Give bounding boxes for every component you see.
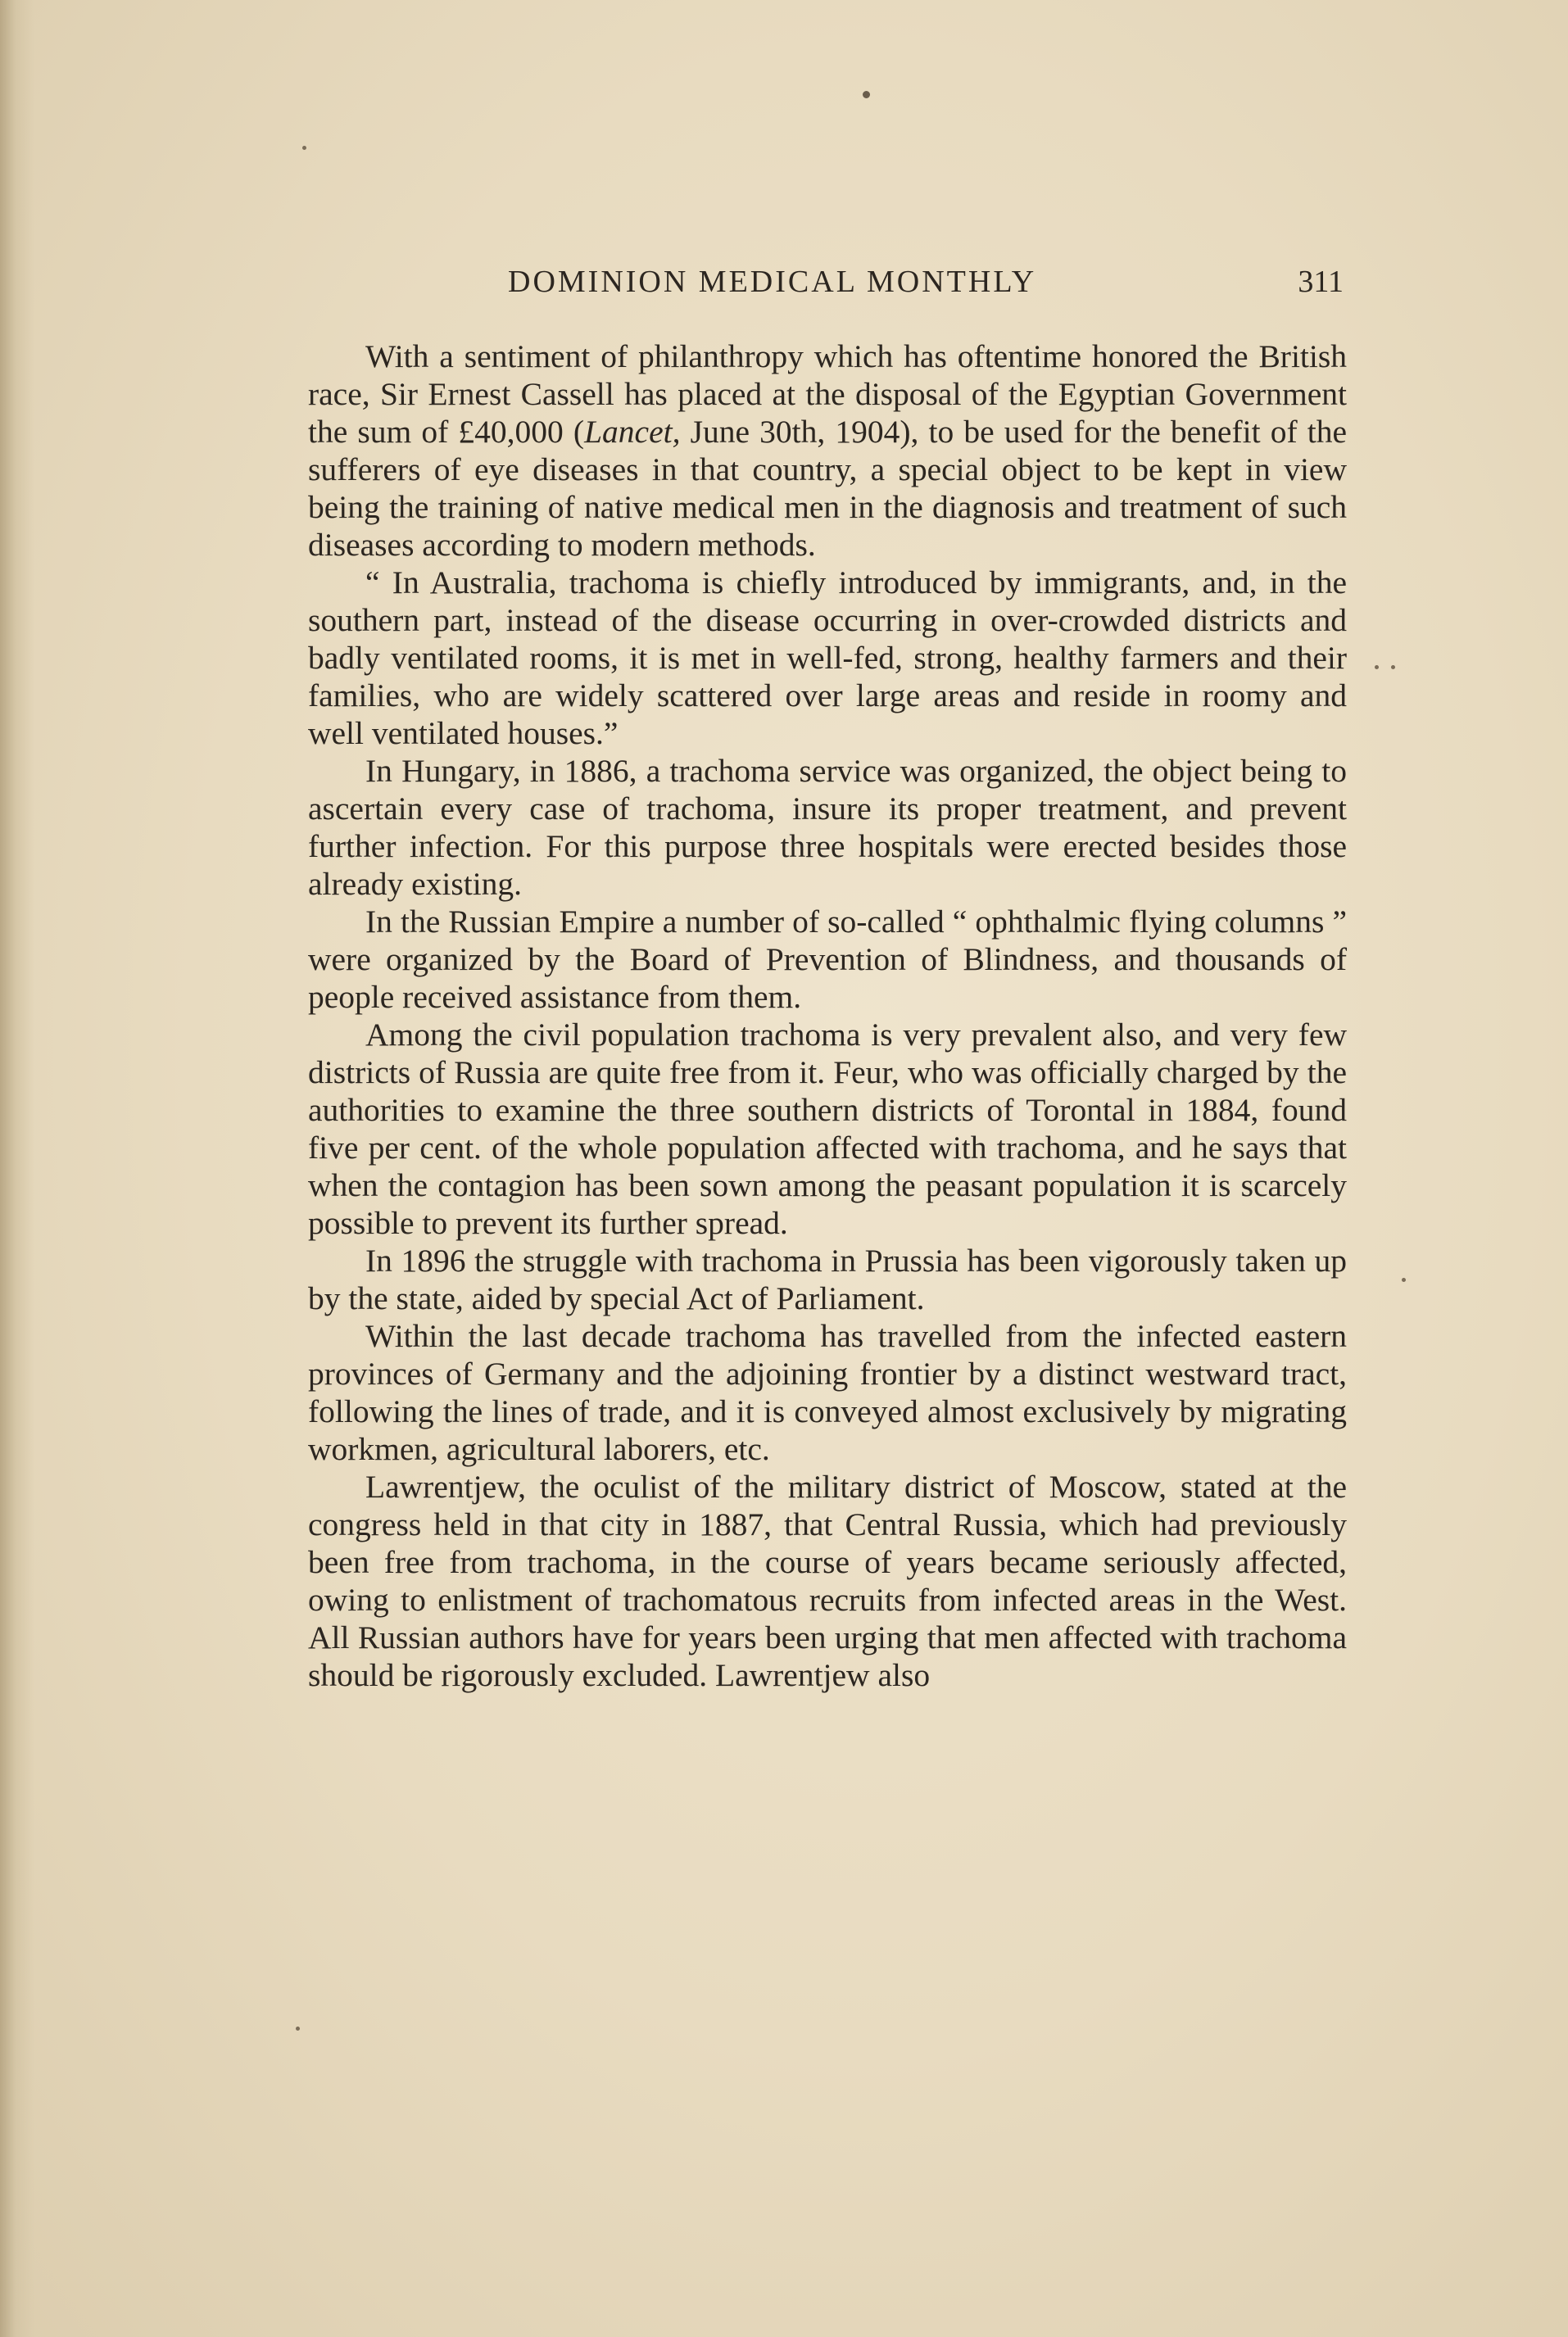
ink-speck <box>1375 665 1379 669</box>
ink-speck <box>1391 665 1395 669</box>
paragraph: In 1896 the struggle with trachoma in Prussia has been vigorously taken up by the state, aided by special Act of Parliament. <box>308 1243 1347 1316</box>
ink-speck <box>1402 1278 1406 1282</box>
paragraph-text: With a sentiment of philanthropy which has oftentime honored the British race, Sir Ernest Cassell has placed at the disposal of the Egyptian Government the sum of £40,000 ( <box>308 338 1347 450</box>
paragraph <box>308 337 1347 564</box>
paragraph: “ In Australia, trachoma is chiefly introduced by immigrants, and, in the southern part, instead of the disease occurring in over-crowded districts and badly ventilated rooms, it is met in well-fed, strong, healthy farmers and their families, who are widely scattered over large areas and reside in roomy and well ventilated houses.” <box>308 564 1347 751</box>
spine-shadow <box>0 0 34 2337</box>
paragraph: In Hungary, in 1886, a trachoma service was organized, the object being to ascertain every case of trachoma, insure its proper treatment, and prevent further infection. For this purpose three hospitals were erected besides those already existing. <box>308 753 1347 902</box>
body-text <box>308 337 1347 1694</box>
paragraph: Among the civil population trachoma is very prevalent also, and very few districts of Russia are quite free from it. Feur, who was officially charged by the authorities to examine the three southern districts of Torontal in 1884, found five per cent. of the whole population affected with trachoma, and he says that when the contagion has been sown among the peasant population it is scarcely possible to prevent its further spread. <box>308 1017 1347 1241</box>
ink-speck <box>863 91 870 98</box>
paragraph: Lawrentjew, the oculist of the military district of Moscow, stated at the congress held in that city in 1887, that Central Russia, which had previously been free from trachoma, in the course of years became seriously affected, owing to enlistment of trachomatous recruits from infected areas in the West. All Russian authors have for years been urging that men affected with trachoma should be rigorously excluded. Lawrentjew also <box>308 1469 1347 1693</box>
page-number: 311 <box>1298 265 1344 299</box>
ink-speck <box>296 2027 300 2031</box>
paragraph-text: June 30th, 1904), to be used for the benefit of the sufferers of eye diseases in that country, a special object to be kept in view being the training of native medical men in the diagnosis and treatment of such diseases according to modern methods. <box>308 414 1347 563</box>
ink-speck <box>302 146 306 150</box>
citation-lancet: Lancet, <box>584 414 681 450</box>
page-header <box>508 264 1344 313</box>
running-title: DOMINION MEDICAL MONTHLY <box>508 265 1037 299</box>
paragraph: Within the last decade trachoma has travelled from the infected eastern provinces of Germany and the adjoining frontier by a distinct westward tract, following the lines of trade, and it is conveyed almost exclusively by migrating workmen, agricultural laborers, etc. <box>308 1318 1347 1467</box>
paragraph: In the Russian Empire a number of so-called “ ophthalmic flying columns ” were organized by the Board of Prevention of Blindness, and thousands of people received assistance from them. <box>308 904 1347 1015</box>
